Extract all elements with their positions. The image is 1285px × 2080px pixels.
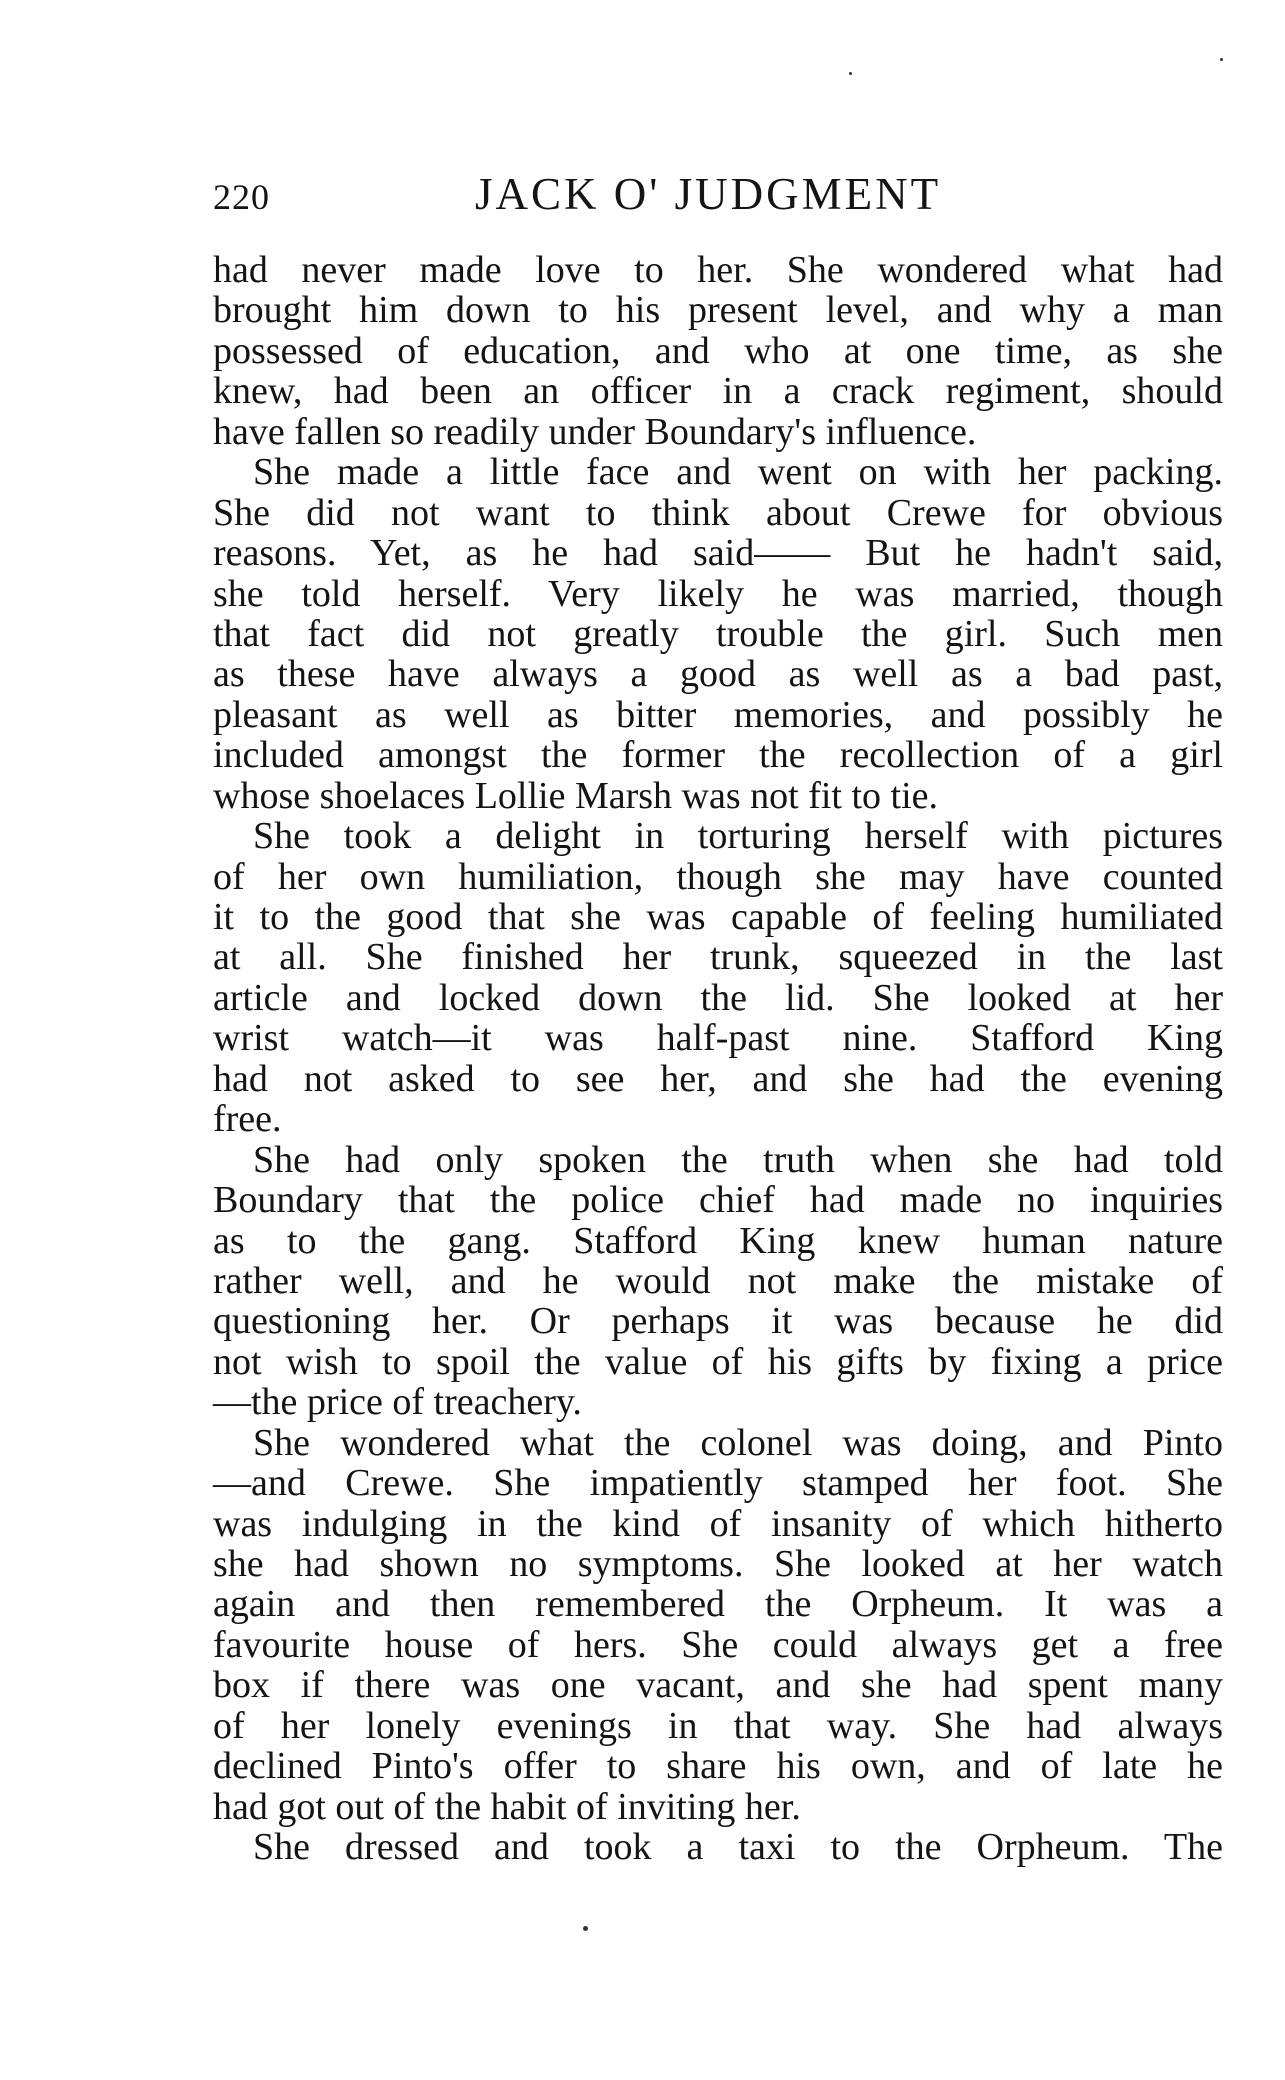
text-line: again and then remembered the Orpheum. It was a (213, 1583, 1223, 1626)
paper-speck (583, 1926, 588, 1931)
text-line: not wish to spoil the value of his gifts by fixing a price (213, 1340, 1223, 1383)
text-line: —and Crewe. She impatiently stamped her foot. She (213, 1462, 1223, 1505)
text-line: had not asked to see her, and she had the evening (213, 1057, 1223, 1100)
page-header (213, 168, 1223, 228)
text-line: wrist watch—it was half-past nine. Stafford King (213, 1017, 1223, 1060)
text-line: possessed of education, and who at one time, as she (213, 329, 1223, 372)
body-text (213, 250, 1223, 1868)
text-line: brought him down to his present level, and why a man (213, 289, 1223, 332)
paragraph-first-line: She had only spoken the truth when she had told (253, 1138, 1223, 1181)
text-line: box if there was one vacant, and she had spent many (213, 1664, 1223, 1707)
text-line: reasons. Yet, as he had said—— But he hadn't said, (213, 532, 1223, 575)
text-line: whose shoelaces Lollie Marsh was not fit to tie. (213, 774, 939, 817)
paragraph-first-line: She took a delight in torturing herself with pictures (253, 815, 1223, 858)
paragraph-first-line: She made a little face and went on with her packing. (253, 451, 1223, 494)
text-line: she had shown no symptoms. She looked at her watch (213, 1543, 1223, 1585)
paragraph-first-line: She dressed and took a taxi to the Orpheum. The (253, 1826, 1223, 1869)
text-line: declined Pinto's offer to share his own, and of late he (213, 1745, 1223, 1788)
text-line: questioning her. Or perhaps it was because he did (213, 1300, 1223, 1343)
text-line: rather well, and he would not make the mistake of (213, 1259, 1223, 1302)
text-line: pleasant as well as bitter memories, and possibly he (213, 693, 1223, 736)
running-title: JACK O' JUDGMENT (475, 169, 942, 219)
text-line: —the price of treachery. (213, 1381, 582, 1424)
text-line: it to the good that she was capable of feeling humiliated (213, 896, 1223, 938)
paragraph-first-line: She wondered what the colonel was doing, and Pinto (253, 1421, 1223, 1464)
text-line: was indulging in the kind of insanity of which hitherto (213, 1502, 1223, 1545)
text-line: have fallen so readily under Boundary's influence. (213, 410, 977, 453)
text-line: as to the gang. Stafford King knew human nature (213, 1219, 1223, 1262)
text-line: Boundary that the police chief had made no inquiries (213, 1179, 1223, 1222)
text-line: at all. She finished her trunk, squeezed in the last (213, 936, 1223, 979)
text-line: she told herself. Very likely he was married, though (213, 572, 1223, 615)
text-line: article and locked down the lid. She looked at her (213, 976, 1223, 1019)
text-line: as these have always a good as well as a bad past, (213, 653, 1223, 696)
text-line: had got out of the habit of inviting her. (213, 1785, 801, 1828)
text-line: knew, had been an officer in a crack regiment, should (213, 370, 1223, 413)
paper-speck (1220, 58, 1223, 61)
text-line: She did not want to think about Crewe for obvious (213, 491, 1223, 534)
text-line: of her lonely evenings in that way. She had always (213, 1704, 1223, 1747)
text-line: had never made love to her. She wondered what had (213, 249, 1223, 291)
paper-speck (849, 72, 852, 75)
page-number: 220 (213, 177, 270, 217)
text-line: favourite house of hers. She could always get a free (213, 1623, 1223, 1666)
text-line: free. (213, 1098, 282, 1141)
text-line: of her own humiliation, though she may have counted (213, 855, 1223, 898)
text-line: that fact did not greatly trouble the girl. Such men (213, 612, 1223, 655)
text-line: included amongst the former the recollection of a girl (213, 734, 1223, 777)
